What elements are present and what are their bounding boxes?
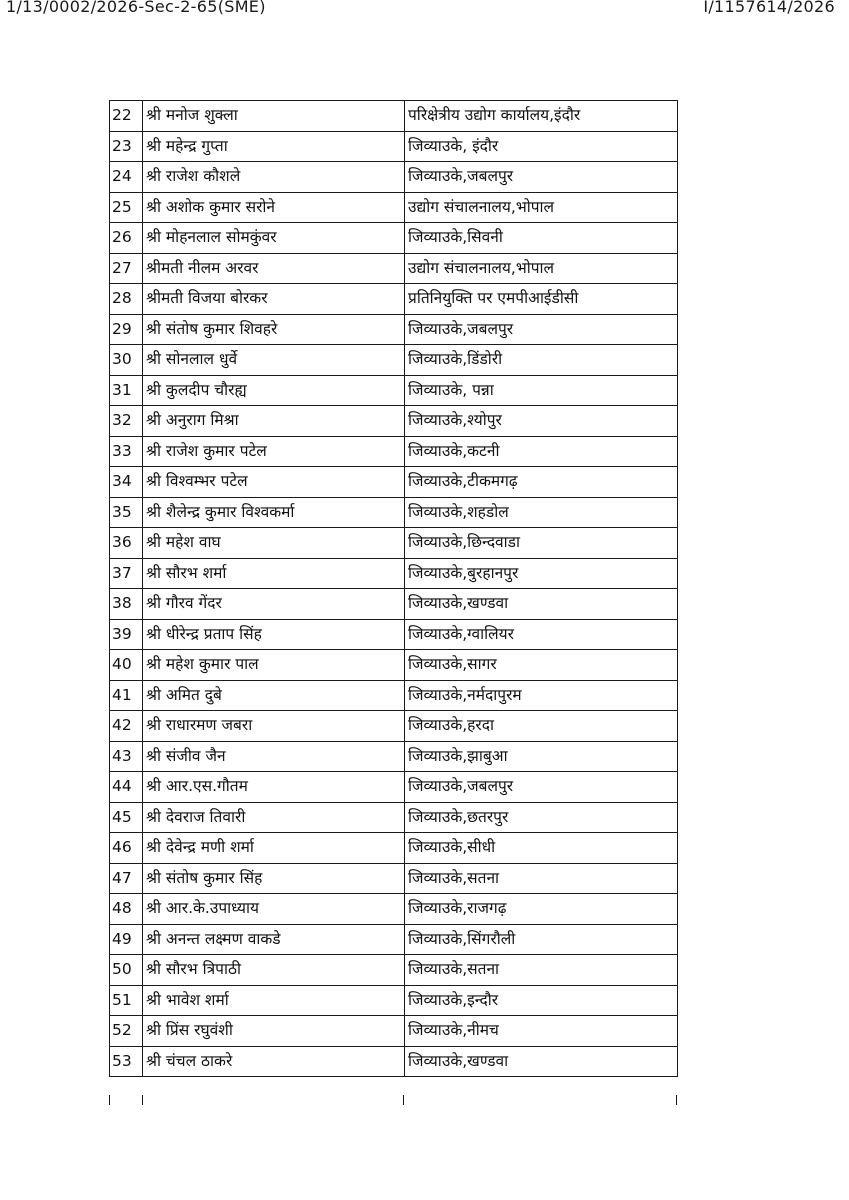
office-location-cell: जिव्याउके,कटनी xyxy=(405,436,678,467)
officer-name-cell: श्री चंचल ठाकरे xyxy=(143,1046,405,1077)
office-location-cell: जिव्याउके,सिवनी xyxy=(405,223,678,254)
office-location-cell: जिव्याउके,बुरहानपुर xyxy=(405,558,678,589)
row-number-cell: 33 xyxy=(110,436,143,467)
table-row xyxy=(110,802,678,833)
table-row xyxy=(110,528,678,559)
table-row xyxy=(110,924,678,955)
officer-name-cell: श्री संजीव जैन xyxy=(143,741,405,772)
row-number-cell: 44 xyxy=(110,772,143,803)
row-number-cell: 41 xyxy=(110,680,143,711)
office-location-cell: जिव्याउके,खण्डवा xyxy=(405,1046,678,1077)
continuation-line xyxy=(676,1095,677,1105)
officer-name-cell: श्री राजेश कौशले xyxy=(143,162,405,193)
row-number-cell: 26 xyxy=(110,223,143,254)
table-row xyxy=(110,345,678,376)
office-location-cell: जिव्याउके,जबलपुर xyxy=(405,772,678,803)
office-location-cell: जिव्याउके,श्योपुर xyxy=(405,406,678,437)
officer-name-cell: श्री मनोज शुक्ला xyxy=(143,101,405,132)
office-location-cell: जिव्याउके, इंदौर xyxy=(405,131,678,162)
office-location-cell: जिव्याउके,डिंडोरी xyxy=(405,345,678,376)
row-number-cell: 51 xyxy=(110,985,143,1016)
office-location-cell: जिव्याउके,जबलपुर xyxy=(405,314,678,345)
office-location-cell: जिव्याउके,इन्दौर xyxy=(405,985,678,1016)
officer-name-cell: श्री संतोष कुमार सिंह xyxy=(143,863,405,894)
table-row xyxy=(110,985,678,1016)
table-row xyxy=(110,284,678,315)
office-location-cell: जिव्याउके,टीकमगढ़ xyxy=(405,467,678,498)
office-location-cell: जिव्याउके,सतना xyxy=(405,955,678,986)
office-location-cell: जिव्याउके,हरदा xyxy=(405,711,678,742)
officer-name-cell: श्री संतोष कुमार शिवहरे xyxy=(143,314,405,345)
row-number-cell: 24 xyxy=(110,162,143,193)
row-number-cell: 32 xyxy=(110,406,143,437)
officer-name-cell: श्रीमती नीलम अरवर xyxy=(143,253,405,284)
officer-name-cell: श्री शैलेन्द्र कुमार विश्वकर्मा xyxy=(143,497,405,528)
officer-name-cell: श्री महेश कुमार पाल xyxy=(143,650,405,681)
officer-name-cell: श्री सौरभ शर्मा xyxy=(143,558,405,589)
row-number-cell: 38 xyxy=(110,589,143,620)
row-number-cell: 28 xyxy=(110,284,143,315)
table-row xyxy=(110,894,678,925)
table-row xyxy=(110,497,678,528)
row-number-cell: 36 xyxy=(110,528,143,559)
row-number-cell: 49 xyxy=(110,924,143,955)
row-number-cell: 27 xyxy=(110,253,143,284)
officer-name-cell: श्री अशोक कुमार सरोने xyxy=(143,192,405,223)
row-number-cell: 29 xyxy=(110,314,143,345)
officer-table-body xyxy=(110,101,678,1077)
officer-name-cell: श्री अनुराग मिश्रा xyxy=(143,406,405,437)
office-location-cell: परिक्षेत्रीय उद्योग कार्यालय,इंदौर xyxy=(405,101,678,132)
officer-name-cell: श्री सौरभ त्रिपाठी xyxy=(143,955,405,986)
table-row xyxy=(110,680,678,711)
officer-name-cell: श्री भावेश शर्मा xyxy=(143,985,405,1016)
officer-name-cell: श्री प्रिंस रघुवंशी xyxy=(143,1016,405,1047)
table-row xyxy=(110,131,678,162)
office-location-cell: उद्योग संचालनालय,भोपाल xyxy=(405,192,678,223)
officer-name-cell: श्री महेन्द्र गुप्ता xyxy=(143,131,405,162)
office-location-cell: प्रतिनियुक्ति पर एमपीआईडीसी xyxy=(405,284,678,315)
table-row xyxy=(110,741,678,772)
table-row xyxy=(110,375,678,406)
officer-name-cell: श्री आर.के.उपाध्याय xyxy=(143,894,405,925)
row-number-cell: 23 xyxy=(110,131,143,162)
row-number-cell: 25 xyxy=(110,192,143,223)
continuation-line xyxy=(403,1095,404,1105)
table-row xyxy=(110,833,678,864)
table-row xyxy=(110,436,678,467)
file-number: 1/13/0002/2026-Sec-2-65(SME) xyxy=(6,0,266,16)
table-row xyxy=(110,863,678,894)
row-number-cell: 34 xyxy=(110,467,143,498)
office-location-cell: जिव्याउके,झाबुआ xyxy=(405,741,678,772)
office-location-cell: जिव्याउके,नर्मदापुरम xyxy=(405,680,678,711)
table-row xyxy=(110,192,678,223)
table-row xyxy=(110,619,678,650)
table-row xyxy=(110,223,678,254)
office-location-cell: जिव्याउके,सागर xyxy=(405,650,678,681)
office-location-cell: जिव्याउके,सीधी xyxy=(405,833,678,864)
reference-number: I/1157614/2026 xyxy=(703,0,835,16)
table-row xyxy=(110,101,678,132)
officer-name-cell: श्री धीरेन्द्र प्रताप सिंह xyxy=(143,619,405,650)
row-number-cell: 52 xyxy=(110,1016,143,1047)
row-number-cell: 47 xyxy=(110,863,143,894)
table-row xyxy=(110,467,678,498)
office-location-cell: जिव्याउके,राजगढ़ xyxy=(405,894,678,925)
office-location-cell: जिव्याउके,खण्डवा xyxy=(405,589,678,620)
table-row xyxy=(110,955,678,986)
officer-name-cell: श्री अनन्त लक्ष्मण वाकडे xyxy=(143,924,405,955)
table-row xyxy=(110,406,678,437)
row-number-cell: 43 xyxy=(110,741,143,772)
officer-name-cell: श्री विश्वम्भर पटेल xyxy=(143,467,405,498)
officer-name-cell: श्री कुलदीप चौरह्य xyxy=(143,375,405,406)
row-number-cell: 48 xyxy=(110,894,143,925)
table-row xyxy=(110,650,678,681)
table-row xyxy=(110,711,678,742)
table-row xyxy=(110,1046,678,1077)
table-row xyxy=(110,314,678,345)
row-number-cell: 46 xyxy=(110,833,143,864)
row-number-cell: 53 xyxy=(110,1046,143,1077)
office-location-cell: जिव्याउके, पन्ना xyxy=(405,375,678,406)
officer-name-cell: श्री देवराज तिवारी xyxy=(143,802,405,833)
officer-name-cell: श्री राजेश कुमार पटेल xyxy=(143,436,405,467)
row-number-cell: 30 xyxy=(110,345,143,376)
officer-name-cell: श्री गौरव गेंदर xyxy=(143,589,405,620)
row-number-cell: 22 xyxy=(110,101,143,132)
office-location-cell: जिव्याउके,सिंगरौली xyxy=(405,924,678,955)
office-location-cell: जिव्याउके,नीमच xyxy=(405,1016,678,1047)
table-row xyxy=(110,1016,678,1047)
office-location-cell: जिव्याउके,शहडोल xyxy=(405,497,678,528)
row-number-cell: 31 xyxy=(110,375,143,406)
officer-name-cell: श्री राधारमण जबरा xyxy=(143,711,405,742)
row-number-cell: 39 xyxy=(110,619,143,650)
table-row xyxy=(110,253,678,284)
table-continuation xyxy=(109,1095,678,1105)
office-location-cell: जिव्याउके,सतना xyxy=(405,863,678,894)
row-number-cell: 42 xyxy=(110,711,143,742)
row-number-cell: 40 xyxy=(110,650,143,681)
row-number-cell: 50 xyxy=(110,955,143,986)
office-location-cell: जिव्याउके,ग्वालियर xyxy=(405,619,678,650)
continuation-line xyxy=(109,1095,110,1105)
table-row xyxy=(110,558,678,589)
officer-name-cell: श्री सोनलाल धुर्वे xyxy=(143,345,405,376)
office-location-cell: जिव्याउके,जबलपुर xyxy=(405,162,678,193)
table-row xyxy=(110,589,678,620)
row-number-cell: 35 xyxy=(110,497,143,528)
row-number-cell: 45 xyxy=(110,802,143,833)
office-location-cell: उद्योग संचालनालय,भोपाल xyxy=(405,253,678,284)
officer-name-cell: श्रीमती विजया बोरकर xyxy=(143,284,405,315)
document-header xyxy=(0,0,849,22)
officer-table-container xyxy=(109,100,678,1077)
row-number-cell: 37 xyxy=(110,558,143,589)
officer-name-cell: श्री मोहनलाल सोमकुंवर xyxy=(143,223,405,254)
officer-name-cell: श्री आर.एस.गौतम xyxy=(143,772,405,803)
continuation-line xyxy=(142,1095,143,1105)
office-location-cell: जिव्याउके,छतरपुर xyxy=(405,802,678,833)
office-location-cell: जिव्याउके,छिन्दवाडा xyxy=(405,528,678,559)
officer-name-cell: श्री महेश वाघ xyxy=(143,528,405,559)
table-row xyxy=(110,772,678,803)
table-row xyxy=(110,162,678,193)
officer-name-cell: श्री देवेन्द्र मणी शर्मा xyxy=(143,833,405,864)
officer-name-cell: श्री अमित दुबे xyxy=(143,680,405,711)
officer-table xyxy=(109,100,678,1077)
